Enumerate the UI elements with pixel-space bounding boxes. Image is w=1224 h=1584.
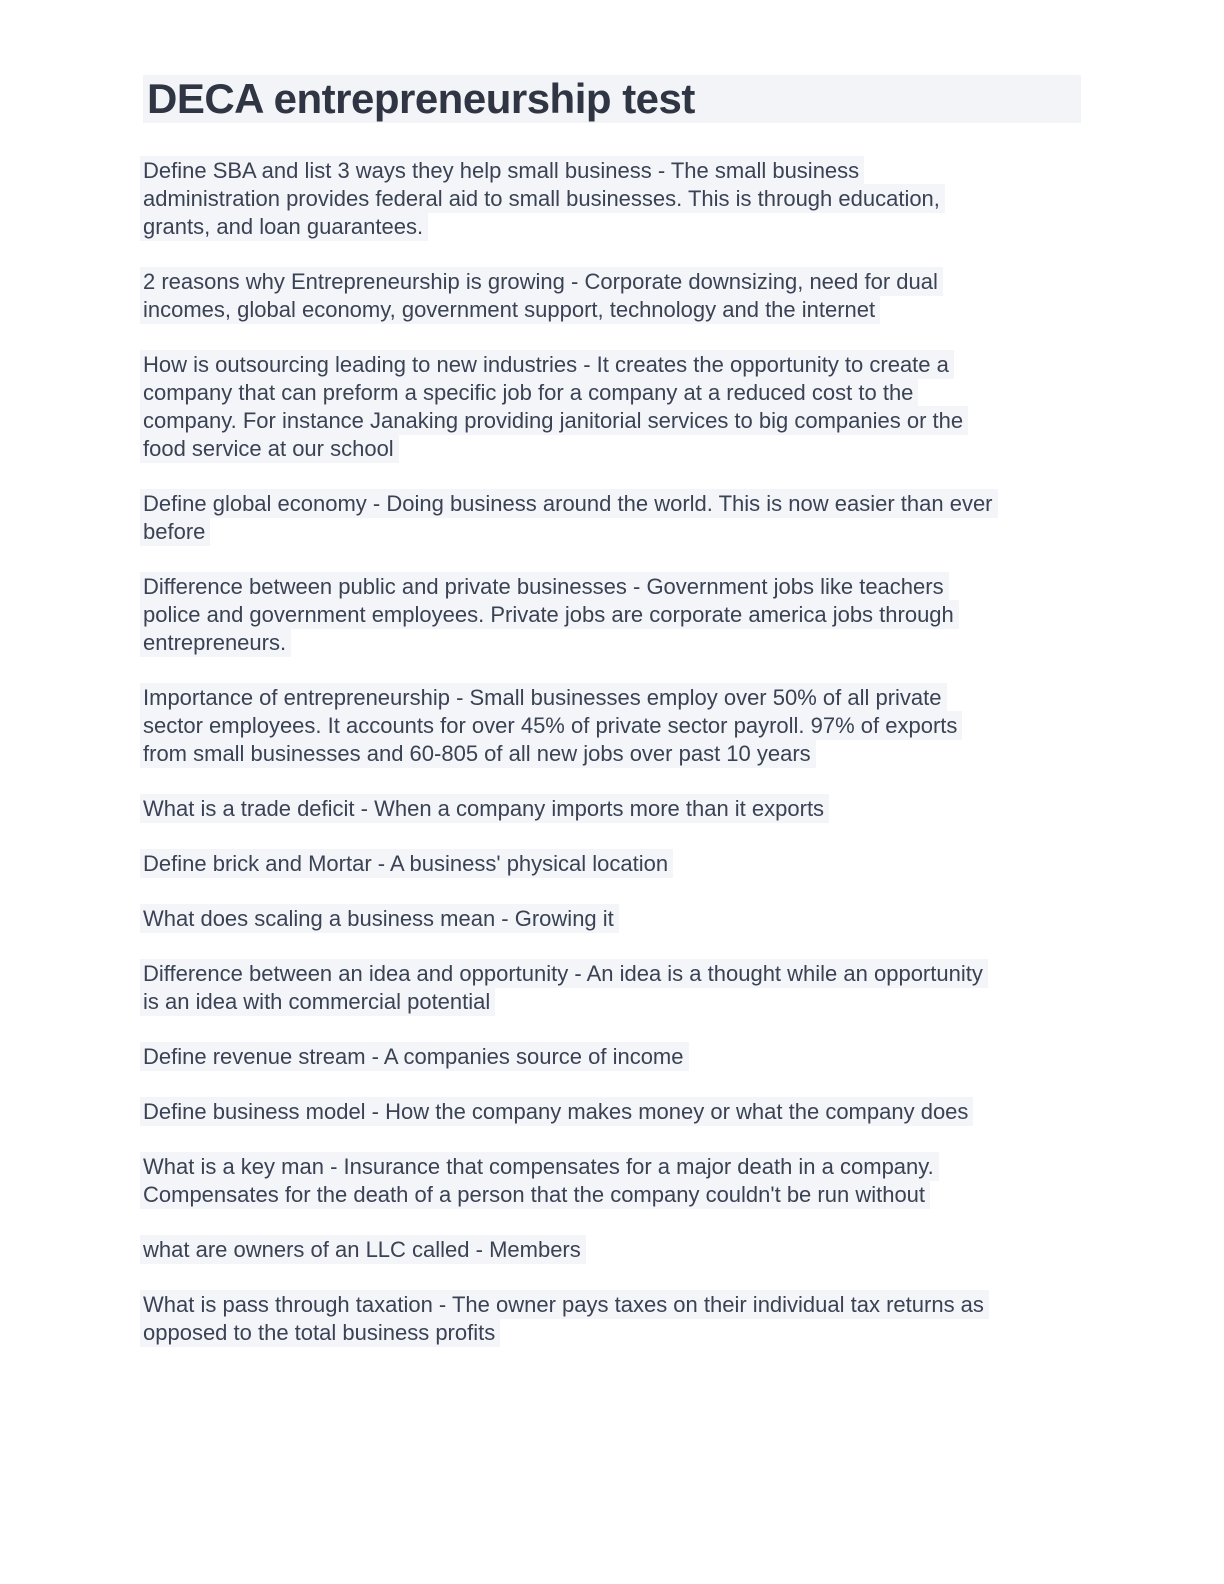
qa-paragraph <box>143 268 1081 324</box>
qa-paragraph <box>143 905 1081 933</box>
qa-line: Define business model - How the company makes money or what the company does <box>140 1097 973 1126</box>
qa-paragraph <box>143 850 1081 878</box>
qa-paragraph <box>143 1291 1081 1347</box>
qa-line: What is a key man - Insurance that compensates for a major death in a company. <box>140 1152 939 1181</box>
qa-line: What is a trade deficit - When a company imports more than it exports <box>140 794 829 823</box>
qa-line: from small businesses and 60-805 of all new jobs over past 10 years <box>140 739 816 768</box>
qa-line: incomes, global economy, government support, technology and the internet <box>140 295 880 324</box>
qa-paragraph <box>143 573 1081 657</box>
qa-paragraph <box>143 1098 1081 1126</box>
qa-line: police and government employees. Private jobs are corporate america jobs through <box>140 600 959 629</box>
qa-line: what are owners of an LLC called - Members <box>140 1235 586 1264</box>
qa-paragraph <box>143 490 1081 546</box>
qa-line: How is outsourcing leading to new industries - It creates the opportunity to create a <box>140 350 954 379</box>
qa-paragraph <box>143 351 1081 463</box>
qa-line: sector employees. It accounts for over 45% of private sector payroll. 97% of exports <box>140 711 962 740</box>
qa-line: grants, and loan guarantees. <box>140 212 428 241</box>
qa-line: What does scaling a business mean - Growing it <box>140 904 619 933</box>
qa-line: Define SBA and list 3 ways they help small business - The small business <box>140 156 864 185</box>
qa-paragraph <box>143 960 1081 1016</box>
qa-line: administration provides federal aid to small businesses. This is through education, <box>140 184 945 213</box>
qa-line: food service at our school <box>140 434 399 463</box>
qa-line: is an idea with commercial potential <box>140 987 495 1016</box>
qa-line: Compensates for the death of a person that the company couldn't be run without <box>140 1180 930 1209</box>
qa-paragraph <box>143 1236 1081 1264</box>
qa-line: Difference between public and private businesses - Government jobs like teachers <box>140 572 949 601</box>
qa-paragraph <box>143 1043 1081 1071</box>
qa-line: Define brick and Mortar - A business' physical location <box>140 849 673 878</box>
qa-line: What is pass through taxation - The owner pays taxes on their individual tax returns as <box>140 1290 989 1319</box>
qa-list <box>143 157 1081 1347</box>
page-title: DECA entrepreneurship test <box>143 75 1081 123</box>
qa-paragraph <box>143 157 1081 241</box>
qa-line: company. For instance Janaking providing janitorial services to big companies or the <box>140 406 968 435</box>
qa-line: 2 reasons why Entrepreneurship is growing - Corporate downsizing, need for dual <box>140 267 943 296</box>
qa-line: company that can preform a specific job for a company at a reduced cost to the <box>140 378 918 407</box>
qa-line: Define global economy - Doing business around the world. This is now easier than ever <box>140 489 998 518</box>
qa-line: before <box>140 517 210 546</box>
qa-paragraph <box>143 684 1081 768</box>
qa-line: entrepreneurs. <box>140 628 291 657</box>
document-content <box>143 75 1081 1347</box>
qa-line: Define revenue stream - A companies source of income <box>140 1042 689 1071</box>
qa-line: Difference between an idea and opportunity - An idea is a thought while an opportunity <box>140 959 988 988</box>
qa-line: opposed to the total business profits <box>140 1318 500 1347</box>
qa-line: Importance of entrepreneurship - Small businesses employ over 50% of all private <box>140 683 947 712</box>
qa-paragraph <box>143 795 1081 823</box>
qa-paragraph <box>143 1153 1081 1209</box>
